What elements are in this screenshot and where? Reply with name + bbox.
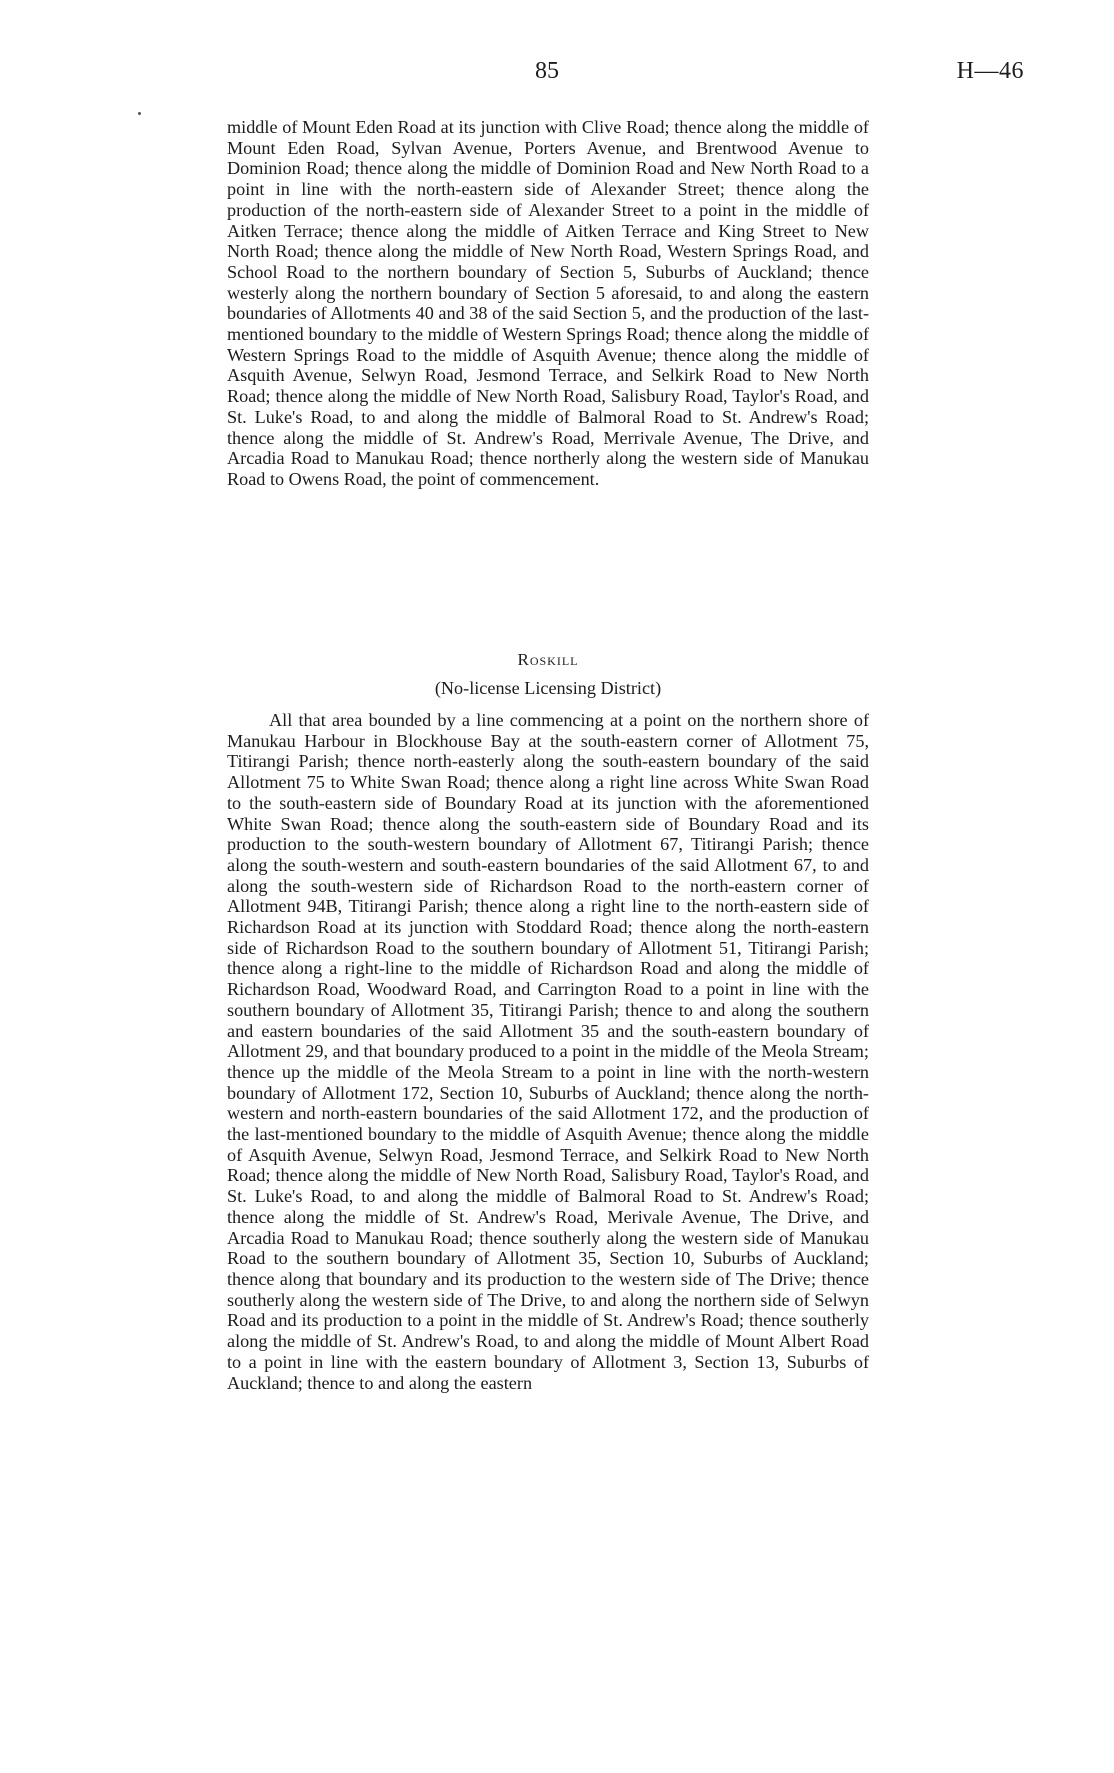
section-body-paragraph: All that area bounded by a line commencing at a point on the northern shore of Manukau Harbour in Blockhouse Bay at the south-eastern corner of Allotment 75, Titirangi Parish; thence north-easterly along the south-eastern boundary of the said Allotment 75 to White Swan Road; thence along a right line across White Swan Road to the south-eastern side of Boundary Road at its junction with the aforementioned White Swan Road; thence along the south-eastern side of Boundary Road and its production to the south-western boundary of Allotment 67, Titirangi Parish; thence along the south-western and south-eastern boundaries of the said Allotment 67, to and along the south-western side of Richardson Road to the north-eastern corner of Allotment 94B, Titirangi Parish; thence along a right line to the north-eastern side of Richardson Road at its junction with Stoddard Road; thence along the north-eastern side of Richardson Road to the southern boundary of Allotment 51, Titirangi Parish; thence along a right-line to the middle of Richardson Road and along the middle of Richardson Road, Woodward Road, and Carrington Road to a point in line with the southern boundary of Allotment 35, Titirangi Parish; thence to and along the southern and eastern boundaries of the said Allotment 35 and the south-eastern boundary of Allotment 29, and that boundary produced to a point in the middle of the Meola Stream; thence up the middle of the Meola Stream to a point in line with the north-western boundary of Allotment 172, Section 10, Suburbs of Auckland; thence along the north-western and north-eastern boundaries of the said Allotment 172, and the production of the last-mentioned boundary to the middle of Asquith Avenue; thence along the middle of Asquith Avenue, Selwyn Road, Jesmond Terrace, and Selkirk Road to New North Road; thence along the middle of New North Road, Salisbury Road, Taylor's Road, and St. Luke's Road, to and along the middle of Balmoral Road to St. Andrew's Road; thence along the middle of St. Andrew's Road, Merivale Avenue, The Drive, and Arcadia Road to Manukau Road; thence southerly along the western side of Manukau Road to the southern boundary of Allotment 35, Section 10, Suburbs of Auckland; thence along that boundary and its production to the western side of The Drive; thence southerly along the western side of The Drive, to and along the northern side of Selwyn Road and its production to a point in the middle of St. Andrew's Road; thence southerly along the middle of St. Andrew's Road, to and along the middle of Mount Albert Road to a point in line with the eastern boundary of Allotment 3, Section 13, Suburbs of Auckland; thence to and along the eastern bbox=[227, 710, 869, 1393]
continuation-text-block bbox=[227, 117, 869, 490]
page-number: 85 bbox=[535, 58, 559, 84]
section-text-block bbox=[227, 710, 869, 1393]
section-subheading: (No-license Licensing District) bbox=[434, 678, 662, 698]
continuation-paragraph: middle of Mount Eden Road at its junction with Clive Road; thence along the middle of Mount Eden Road, Sylvan Avenue, Porters Avenue, and Brentwood Avenue to Dominion Road; thence along the middle of Dominion Road and New North Road to a point in line with the north-eastern side of Alexander Street; thence along the production of the north-eastern side of Alexander Street to a point in the middle of Aitken Terrace; thence along the middle of Aitken Terrace and King Street to New North Road; thence along the middle of New North Road, Western Springs Road, and School Road to the northern boundary of Section 5, Suburbs of Auckland; thence westerly along the northern boundary of Section 5 aforesaid, to and along the eastern boundaries of Allotments 40 and 38 of the said Section 5, and the production of the last-mentioned boundary to the middle of Western Springs Road; thence along the middle of Western Springs Road to the middle of Asquith Avenue; thence along the middle of Asquith Avenue, Selwyn Road, Jesmond Terrace, and Selkirk Road to New North Road; thence along the middle of New North Road, Salisbury Road, Taylor's Road, and St. Luke's Road, to and along the middle of Balmoral Road to St. Andrew's Road; thence along the middle of St. Andrew's Road, Merrivale Avenue, The Drive, and Arcadia Road to Manukau Road; thence northerly along the western side of Manukau Road to Owens Road, the point of commencement. bbox=[227, 117, 869, 489]
section-heading: Roskill bbox=[517, 650, 579, 669]
document-reference: H—46 bbox=[956, 58, 1024, 84]
margin-speck bbox=[138, 112, 141, 115]
